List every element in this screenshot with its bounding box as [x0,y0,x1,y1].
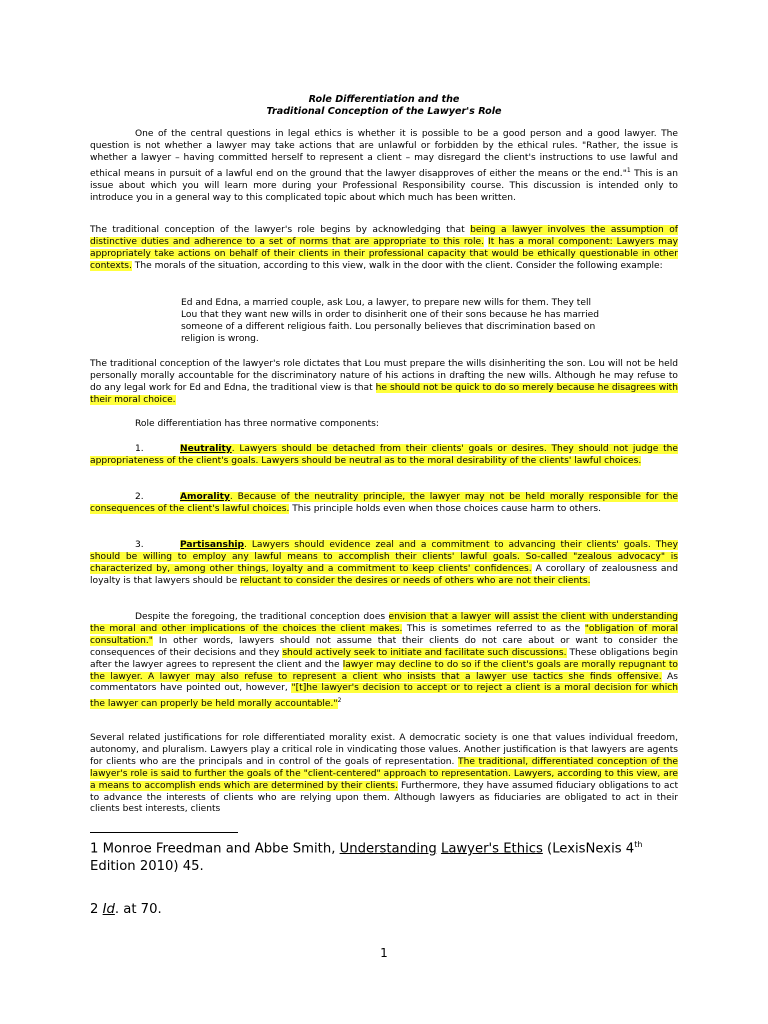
highlight-reluctant: reluctant to consider the desires or needs of others who are not their clients. [240,575,591,586]
fn1-b: (LexisNexis 4 [542,841,635,857]
example-quote: Ed and Edna, a married couple, ask Lou, a lawyer, to prepare new wills for them. They tell Lou that they want new wills in order to disinherit one of their sons because he has married someone of a different religious faith. Lou personally believes that discrimination based on religion is wrong. [181,298,600,344]
title-line-2: Traditional Conception of the Lawyer's Role [266,106,502,117]
item1-number: 1. [135,444,144,454]
p5-d: These obligations begin after the lawyer agrees to represent the client and the [90,647,678,670]
item2-rest: This principle holds even when those choices cause harm to others. [289,503,602,514]
fn2-id: Id [102,902,115,917]
fn1-sup: th [634,840,643,849]
item3-number: 3. [135,540,144,550]
p1-text: One of the central questions in legal ethics is whether it is possible to be a good person and a good lawyer. The question is not whether a lawyer may take actions that are unlawful or forbidden by the ethical rules. "Rather, the issue is whether a lawyer – having committed herself to represent a client – may disregard the client's instructions to use lawful and ethical means in pursuit of a lawful end on the ground that the lawyer disapproves of either the means or the end." [90,129,678,179]
page-number: 1 [380,946,388,960]
term-amorality: Amorality [180,492,230,502]
list-item-partisanship [90,540,678,588]
fn2-b: . at 70. [114,902,162,917]
list-item-neutrality [90,444,678,468]
highlight-not-quick: he should not be quick to do so merely because he disagrees with their moral choice. [90,382,679,405]
p5-e: As commentators have pointed out, however, [90,671,678,694]
highlight-envision: envision that a lawyer will assist the client with understanding the moral and other implications of the choices the client makes. [90,612,678,634]
p5-b: This is sometimes referred to as the [402,623,585,634]
item1-text: . Lawyers should be detached from their clients' goals or desires. They should not judge the appropriateness of the client's goals. Lawyers should be neutral as to the moral desirability of the clients' lawful choices. [90,444,678,466]
p5-a: Despite the foregoing, the traditional conception does [135,612,389,622]
term-partisanship: Partisanship [180,540,245,550]
footnote-2 [90,901,690,919]
item3-text: . Lawyers should evidence zeal and a commitment to advancing their clients' goals. They should be willing to employ any lawful means to accomplish their clients' lawful goals. So-called "zealous advocacy" is characterized by, among other things, loyalty and a commitment to keep clients' confidences. [90,540,678,574]
footnote-ref-2: 2 [337,697,342,705]
footnote-separator [90,832,238,833]
paragraph-1 [90,129,678,204]
p5-c: In other words, lawyers should not assume that their clients do not care about or want to consider the consequences of their decisions and they [90,635,678,658]
item2-number: 2. [135,492,144,502]
highlight-role-duties: being a lawyer involves the assumption of distinctive duties and adherence to a set of norms that are appropriate to this role. [90,225,678,247]
highlight-moral-consultation: "obligation of moral consultation." [90,623,678,646]
paragraph-5 [90,612,678,711]
p2-c: The morals of the situation, according to this view, walk in the door with the client. Consider the following example: [131,260,663,271]
footnote-1 [90,836,690,876]
list-item-amorality [90,492,678,516]
fn1-title-1: Understanding [339,841,437,857]
p2-a: The traditional conception of the lawyer's role begins by acknowledging that [90,225,471,235]
highlight-decline: lawyer may decline to do so if the client's goals are morally repugnant to the lawyer. A lawyer may also refuse to represent a client who insists that a lawyer use tactics she finds offensive. [90,659,678,682]
paragraph-3 [90,359,678,407]
term-neutrality: Neutrality [180,444,232,454]
item3-rest: A corollary of zealousness and loyalty is that lawyers should be [90,563,679,586]
fn2-a: 2 [90,902,103,917]
highlight-moral-decision: "[t]he lawyer's decision to accept or to reject a client is a moral decision for which the lawyer can properly be held morally accountable." [90,683,678,710]
highlight-client-centered: The traditional, differentiated conception of the lawyer's role is said to further the goals of the "client-centered" approach to representation. Lawyers, according to this view, are a means to accomplish ends which are determined by their clients. [90,756,678,791]
title-line-1: Role Differentiation and the [308,94,460,105]
fn1-title-2: Lawyer's Ethics [440,841,543,857]
footnote-ref-1: 1 [626,166,631,174]
p1-text-2: This is an issue about which you will learn more during your Professional Responsibility course. This discussion is intended only to introduce you in a general way to this complicated topic about which much has been written. [90,168,678,203]
fn1-c: Edition 2010) 45. [90,859,204,875]
p6-b: Furthermore, they have assumed fiduciary obligations to act to advance the interests of clients who are relying upon them. Although lawyers as fiduciaries are obligated to act in their clients best interests, clients [90,780,679,815]
p6-a: Several related justifications for role differentiated morality exist. A democratic society is one that values individual freedom, autonomy, and pluralism. Lawyers play a critical role in vindicating those values. Another justification is that lawyers are agents for clients who are the principals and in control of the goals of representation. [90,733,678,767]
highlight-moral-component: It has a moral component: Lawyers may appropriately take actions on behalf of their clients in their professional capacity that would be ethically questionable in other contexts. [90,236,678,271]
paragraph-2 [90,225,678,273]
fn1-a: 1 Monroe Freedman and Abbe Smith, [90,841,340,857]
paragraph-4 [90,419,678,431]
paragraph-6 [90,733,678,816]
p3-a: The traditional conception of the lawyer's role dictates that Lou must prepare the wills disinheriting the son. Lou will not be held personally morally accountable for the discriminatory nature of his actions in drafting the new wills. Although he may refuse to do any legal work for Ed and Edna, the traditional view is that [90,359,678,393]
item2-text: . Because of the neutrality principle, the lawyer may not be held morally responsible for the consequences of the client's lawful choices. [90,492,678,514]
highlight-initiate: should actively seek to initiate and facilitate such discussions. [282,647,567,658]
p4-text: Role differentiation has three normative components: [135,419,379,429]
